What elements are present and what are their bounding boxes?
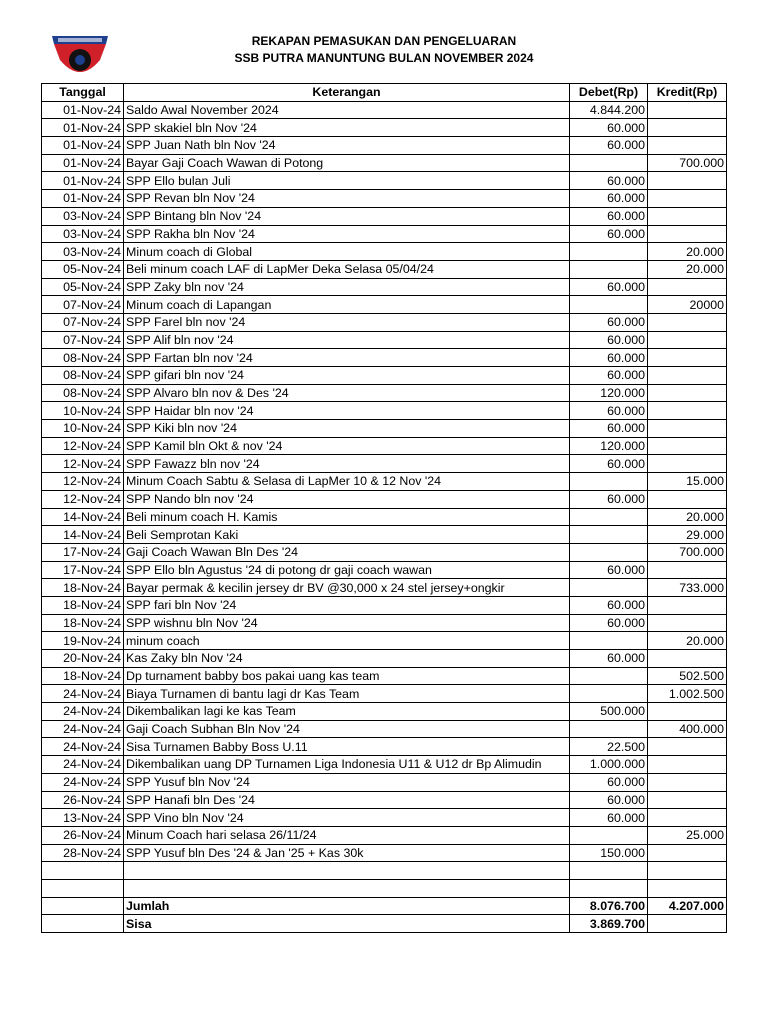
cell-date: 26-Nov-24	[42, 791, 124, 809]
cell-credit	[648, 614, 727, 632]
cell-debit: 60.000	[570, 791, 648, 809]
cell-credit	[648, 862, 727, 880]
cell-description: SPP Kamil bln Okt & nov '24	[124, 437, 570, 455]
cell-credit: 20.000	[648, 260, 727, 278]
table-row	[42, 632, 727, 650]
cell-date: 12-Nov-24	[42, 490, 124, 508]
cell-debit	[570, 685, 648, 703]
cell-description: Dp turnament babby bos pakai uang kas team	[124, 667, 570, 685]
table-row	[42, 190, 727, 208]
cell-description: Beli minum coach LAF di LapMer Deka Selasa 05/04/24	[124, 260, 570, 278]
cell-date: 17-Nov-24	[42, 543, 124, 561]
cell-date: 14-Nov-24	[42, 526, 124, 544]
ledger-totals	[42, 897, 727, 932]
cell-credit: 20000	[648, 296, 727, 314]
table-row	[42, 420, 727, 438]
cell-debit: 150.000	[570, 844, 648, 862]
cell-credit	[648, 756, 727, 774]
cell-date: 01-Nov-24	[42, 137, 124, 155]
cell-date: 01-Nov-24	[42, 154, 124, 172]
cell-debit	[570, 632, 648, 650]
total-debit: 3.869.700	[570, 915, 648, 933]
cell-debit: 60.000	[570, 137, 648, 155]
cell-credit	[648, 738, 727, 756]
cell-description: SPP Haidar bln nov '24	[124, 402, 570, 420]
total-label: Sisa	[124, 915, 570, 933]
cell-description: SPP Alvaro bln nov & Des '24	[124, 384, 570, 402]
table-row	[42, 331, 727, 349]
column-header-debit: Debet(Rp)	[570, 84, 648, 102]
cell-description: SPP wishnu bln Nov '24	[124, 614, 570, 632]
cell-date: 10-Nov-24	[42, 402, 124, 420]
cell-debit: 60.000	[570, 225, 648, 243]
cell-credit	[648, 367, 727, 385]
cell-credit	[648, 207, 727, 225]
cell-credit: 1.002.500	[648, 685, 727, 703]
table-row	[42, 579, 727, 597]
cell-credit	[648, 773, 727, 791]
cell-credit	[648, 791, 727, 809]
table-row	[42, 384, 727, 402]
club-crest-logo	[50, 30, 110, 84]
cell-debit: 22.500	[570, 738, 648, 756]
cell-description: SPP Bintang bln Nov '24	[124, 207, 570, 225]
cell-date: 18-Nov-24	[42, 596, 124, 614]
cell-empty	[42, 897, 124, 915]
table-row	[42, 879, 727, 897]
cell-credit	[648, 402, 727, 420]
cell-description: Beli minum coach H. Kamis	[124, 508, 570, 526]
cell-description	[124, 879, 570, 897]
cell-credit: 733.000	[648, 579, 727, 597]
crest-ball-center	[75, 55, 85, 65]
cell-credit	[648, 437, 727, 455]
table-row	[42, 402, 727, 420]
cell-credit: 25.000	[648, 826, 727, 844]
cell-credit	[648, 331, 727, 349]
cell-credit	[648, 190, 727, 208]
cell-description: Biaya Turnamen di bantu lagi dr Kas Team	[124, 685, 570, 703]
table-row	[42, 207, 727, 225]
cell-description: SPP Rakha bln Nov '24	[124, 225, 570, 243]
table-row	[42, 756, 727, 774]
cell-credit: 20.000	[648, 632, 727, 650]
total-label: Jumlah	[124, 897, 570, 915]
balance-row	[42, 915, 727, 933]
cell-date: 28-Nov-24	[42, 844, 124, 862]
crest-text-strip	[58, 38, 102, 42]
cell-description: SPP fari bln Nov '24	[124, 596, 570, 614]
ledger-table	[41, 83, 727, 933]
cell-date: 24-Nov-24	[42, 720, 124, 738]
cell-description: SPP Ello bln Agustus '24 di potong dr gaji coach wawan	[124, 561, 570, 579]
cell-debit	[570, 879, 648, 897]
cell-debit	[570, 243, 648, 261]
cell-description: SPP Vino bln Nov '24	[124, 809, 570, 827]
cell-credit	[648, 490, 727, 508]
table-row	[42, 526, 727, 544]
cell-description: SPP Farel bln nov '24	[124, 313, 570, 331]
cell-debit	[570, 508, 648, 526]
table-row	[42, 455, 727, 473]
cell-description: SPP Kiki bln nov '24	[124, 420, 570, 438]
cell-credit	[648, 561, 727, 579]
cell-credit: 700.000	[648, 543, 727, 561]
cell-description: SPP Yusuf bln Nov '24	[124, 773, 570, 791]
table-row	[42, 490, 727, 508]
table-row	[42, 296, 727, 314]
table-row	[42, 154, 727, 172]
cell-debit: 60.000	[570, 367, 648, 385]
cell-credit: 15.000	[648, 473, 727, 491]
cell-description: SPP Revan bln Nov '24	[124, 190, 570, 208]
table-row	[42, 685, 727, 703]
cell-credit: 20.000	[648, 508, 727, 526]
cell-credit: 400.000	[648, 720, 727, 738]
cell-credit	[648, 172, 727, 190]
cell-credit	[648, 650, 727, 668]
cell-date: 24-Nov-24	[42, 773, 124, 791]
cell-date: 24-Nov-24	[42, 703, 124, 721]
cell-description: SPP Yusuf bln Des '24 & Jan '25 + Kas 30k	[124, 844, 570, 862]
table-row	[42, 862, 727, 880]
cell-credit	[648, 703, 727, 721]
cell-debit: 60.000	[570, 455, 648, 473]
cell-description: Minum Coach Sabtu & Selasa di LapMer 10 & 12 Nov '24	[124, 473, 570, 491]
report-subtitle: SSB PUTRA MANUNTUNG BULAN NOVEMBER 2024	[234, 51, 534, 65]
cell-credit	[648, 809, 727, 827]
cell-debit	[570, 154, 648, 172]
table-row	[42, 614, 727, 632]
cell-date: 05-Nov-24	[42, 260, 124, 278]
cell-date: 24-Nov-24	[42, 738, 124, 756]
column-header-date: Tanggal	[42, 84, 124, 102]
table-row	[42, 738, 727, 756]
cell-credit	[648, 349, 727, 367]
table-row	[42, 844, 727, 862]
cell-description: Minum Coach hari selasa 26/11/24	[124, 826, 570, 844]
table-row	[42, 826, 727, 844]
cell-credit	[648, 384, 727, 402]
cell-date: 10-Nov-24	[42, 420, 124, 438]
cell-description: Saldo Awal November 2024	[124, 101, 570, 119]
cell-debit: 120.000	[570, 437, 648, 455]
cell-date: 12-Nov-24	[42, 455, 124, 473]
table-header-row	[42, 84, 727, 102]
table-row	[42, 543, 727, 561]
cell-description: SPP Nando bln nov '24	[124, 490, 570, 508]
cell-debit: 60.000	[570, 172, 648, 190]
cell-date: 08-Nov-24	[42, 384, 124, 402]
table-row	[42, 172, 727, 190]
cell-description: SPP Alif bln nov '24	[124, 331, 570, 349]
cell-credit	[648, 879, 727, 897]
cell-description: Dikembalikan lagi ke kas Team	[124, 703, 570, 721]
table-row	[42, 667, 727, 685]
table-row	[42, 473, 727, 491]
cell-debit: 60.000	[570, 313, 648, 331]
cell-date: 19-Nov-24	[42, 632, 124, 650]
cell-debit: 60.000	[570, 190, 648, 208]
cell-description: minum coach	[124, 632, 570, 650]
cell-credit	[648, 455, 727, 473]
report-title: REKAPAN PEMASUKAN DAN PENGELUARAN	[251, 34, 517, 48]
cell-debit	[570, 862, 648, 880]
cell-date	[42, 879, 124, 897]
cell-credit	[648, 119, 727, 137]
cell-date: 13-Nov-24	[42, 809, 124, 827]
cell-date: 01-Nov-24	[42, 101, 124, 119]
cell-debit: 60.000	[570, 561, 648, 579]
table-row	[42, 596, 727, 614]
cell-empty	[42, 915, 124, 933]
cell-credit: 502.500	[648, 667, 727, 685]
cell-description: SPP skakiel bln Nov '24	[124, 119, 570, 137]
cell-date: 05-Nov-24	[42, 278, 124, 296]
cell-date: 03-Nov-24	[42, 225, 124, 243]
cell-date: 01-Nov-24	[42, 172, 124, 190]
cell-debit: 60.000	[570, 614, 648, 632]
cell-description: SPP Juan Nath bln Nov '24	[124, 137, 570, 155]
cell-debit: 60.000	[570, 402, 648, 420]
cell-description	[124, 862, 570, 880]
cell-date: 07-Nov-24	[42, 313, 124, 331]
cell-debit: 60.000	[570, 809, 648, 827]
cell-debit: 60.000	[570, 420, 648, 438]
total-credit: 4.207.000	[648, 897, 727, 915]
cell-debit	[570, 826, 648, 844]
cell-credit: 700.000	[648, 154, 727, 172]
table-row	[42, 367, 727, 385]
table-row	[42, 313, 727, 331]
cell-description: Minum coach di Lapangan	[124, 296, 570, 314]
cell-debit: 60.000	[570, 331, 648, 349]
column-header-credit: Kredit(Rp)	[648, 84, 727, 102]
cell-description: SPP Fawazz bln nov '24	[124, 455, 570, 473]
cell-date: 07-Nov-24	[42, 296, 124, 314]
cell-debit	[570, 296, 648, 314]
cell-debit: 60.000	[570, 490, 648, 508]
cell-credit	[648, 596, 727, 614]
cell-date: 12-Nov-24	[42, 437, 124, 455]
cell-description: Gaji Coach Wawan Bln Des '24	[124, 543, 570, 561]
cell-date: 18-Nov-24	[42, 579, 124, 597]
cell-debit: 1.000.000	[570, 756, 648, 774]
cell-description: Gaji Coach Subhan Bln Nov '24	[124, 720, 570, 738]
table-row	[42, 809, 727, 827]
table-row	[42, 437, 727, 455]
cell-description: SPP Ello bulan Juli	[124, 172, 570, 190]
cell-credit	[648, 313, 727, 331]
cell-debit	[570, 579, 648, 597]
cell-debit	[570, 473, 648, 491]
cell-description: Bayar Gaji Coach Wawan di Potong	[124, 154, 570, 172]
cell-debit	[570, 543, 648, 561]
cell-debit	[570, 260, 648, 278]
table-row	[42, 650, 727, 668]
cell-description: Minum coach di Global	[124, 243, 570, 261]
cell-credit	[648, 420, 727, 438]
cell-debit: 60.000	[570, 278, 648, 296]
cell-credit	[648, 101, 727, 119]
cell-debit	[570, 720, 648, 738]
table-row	[42, 243, 727, 261]
cell-credit	[648, 278, 727, 296]
cell-credit: 20.000	[648, 243, 727, 261]
total-debit: 8.076.700	[570, 897, 648, 915]
cell-date: 12-Nov-24	[42, 473, 124, 491]
table-row	[42, 773, 727, 791]
cell-debit: 60.000	[570, 596, 648, 614]
table-row	[42, 349, 727, 367]
table-row	[42, 137, 727, 155]
cell-date: 08-Nov-24	[42, 349, 124, 367]
cell-date: 24-Nov-24	[42, 756, 124, 774]
ledger-body	[42, 101, 727, 897]
table-row	[42, 101, 727, 119]
cell-debit: 60.000	[570, 119, 648, 137]
cell-date: 24-Nov-24	[42, 685, 124, 703]
cell-debit: 60.000	[570, 773, 648, 791]
cell-credit	[648, 844, 727, 862]
cell-description: Beli Semprotan Kaki	[124, 526, 570, 544]
cell-description: SPP gifari bln nov '24	[124, 367, 570, 385]
table-row	[42, 278, 727, 296]
cell-description: Kas Zaky bln Nov '24	[124, 650, 570, 668]
total-row	[42, 897, 727, 915]
table-row	[42, 561, 727, 579]
cell-description: SPP Fartan bln nov '24	[124, 349, 570, 367]
cell-date: 18-Nov-24	[42, 614, 124, 632]
cell-date: 18-Nov-24	[42, 667, 124, 685]
table-row	[42, 119, 727, 137]
table-row	[42, 260, 727, 278]
cell-date: 07-Nov-24	[42, 331, 124, 349]
cell-date: 01-Nov-24	[42, 190, 124, 208]
cell-credit	[648, 225, 727, 243]
cell-debit: 120.000	[570, 384, 648, 402]
cell-debit: 500.000	[570, 703, 648, 721]
cell-debit	[570, 526, 648, 544]
cell-debit: 60.000	[570, 650, 648, 668]
cell-debit: 60.000	[570, 349, 648, 367]
cell-credit	[648, 137, 727, 155]
cell-date: 08-Nov-24	[42, 367, 124, 385]
cell-description: SPP Zaky bln nov '24	[124, 278, 570, 296]
cell-description: Sisa Turnamen Babby Boss U.11	[124, 738, 570, 756]
cell-description: Bayar permak & kecilin jersey dr BV @30,000 x 24 stel jersey+ongkir	[124, 579, 570, 597]
column-header-description: Keterangan	[124, 84, 570, 102]
cell-date: 03-Nov-24	[42, 243, 124, 261]
cell-date: 26-Nov-24	[42, 826, 124, 844]
cell-date: 20-Nov-24	[42, 650, 124, 668]
table-row	[42, 791, 727, 809]
table-row	[42, 720, 727, 738]
table-row	[42, 703, 727, 721]
table-row	[42, 225, 727, 243]
cell-date: 17-Nov-24	[42, 561, 124, 579]
cell-description: Dikembalikan uang DP Turnamen Liga Indonesia U11 & U12 dr Bp Alimudin	[124, 756, 570, 774]
cell-description: SPP Hanafi bln Des '24	[124, 791, 570, 809]
cell-debit	[570, 667, 648, 685]
cell-debit: 4.844.200	[570, 101, 648, 119]
cell-credit: 29.000	[648, 526, 727, 544]
table-row	[42, 508, 727, 526]
cell-date: 03-Nov-24	[42, 207, 124, 225]
cell-date	[42, 862, 124, 880]
cell-debit: 60.000	[570, 207, 648, 225]
total-credit	[648, 915, 727, 933]
cell-date: 14-Nov-24	[42, 508, 124, 526]
cell-date: 01-Nov-24	[42, 119, 124, 137]
